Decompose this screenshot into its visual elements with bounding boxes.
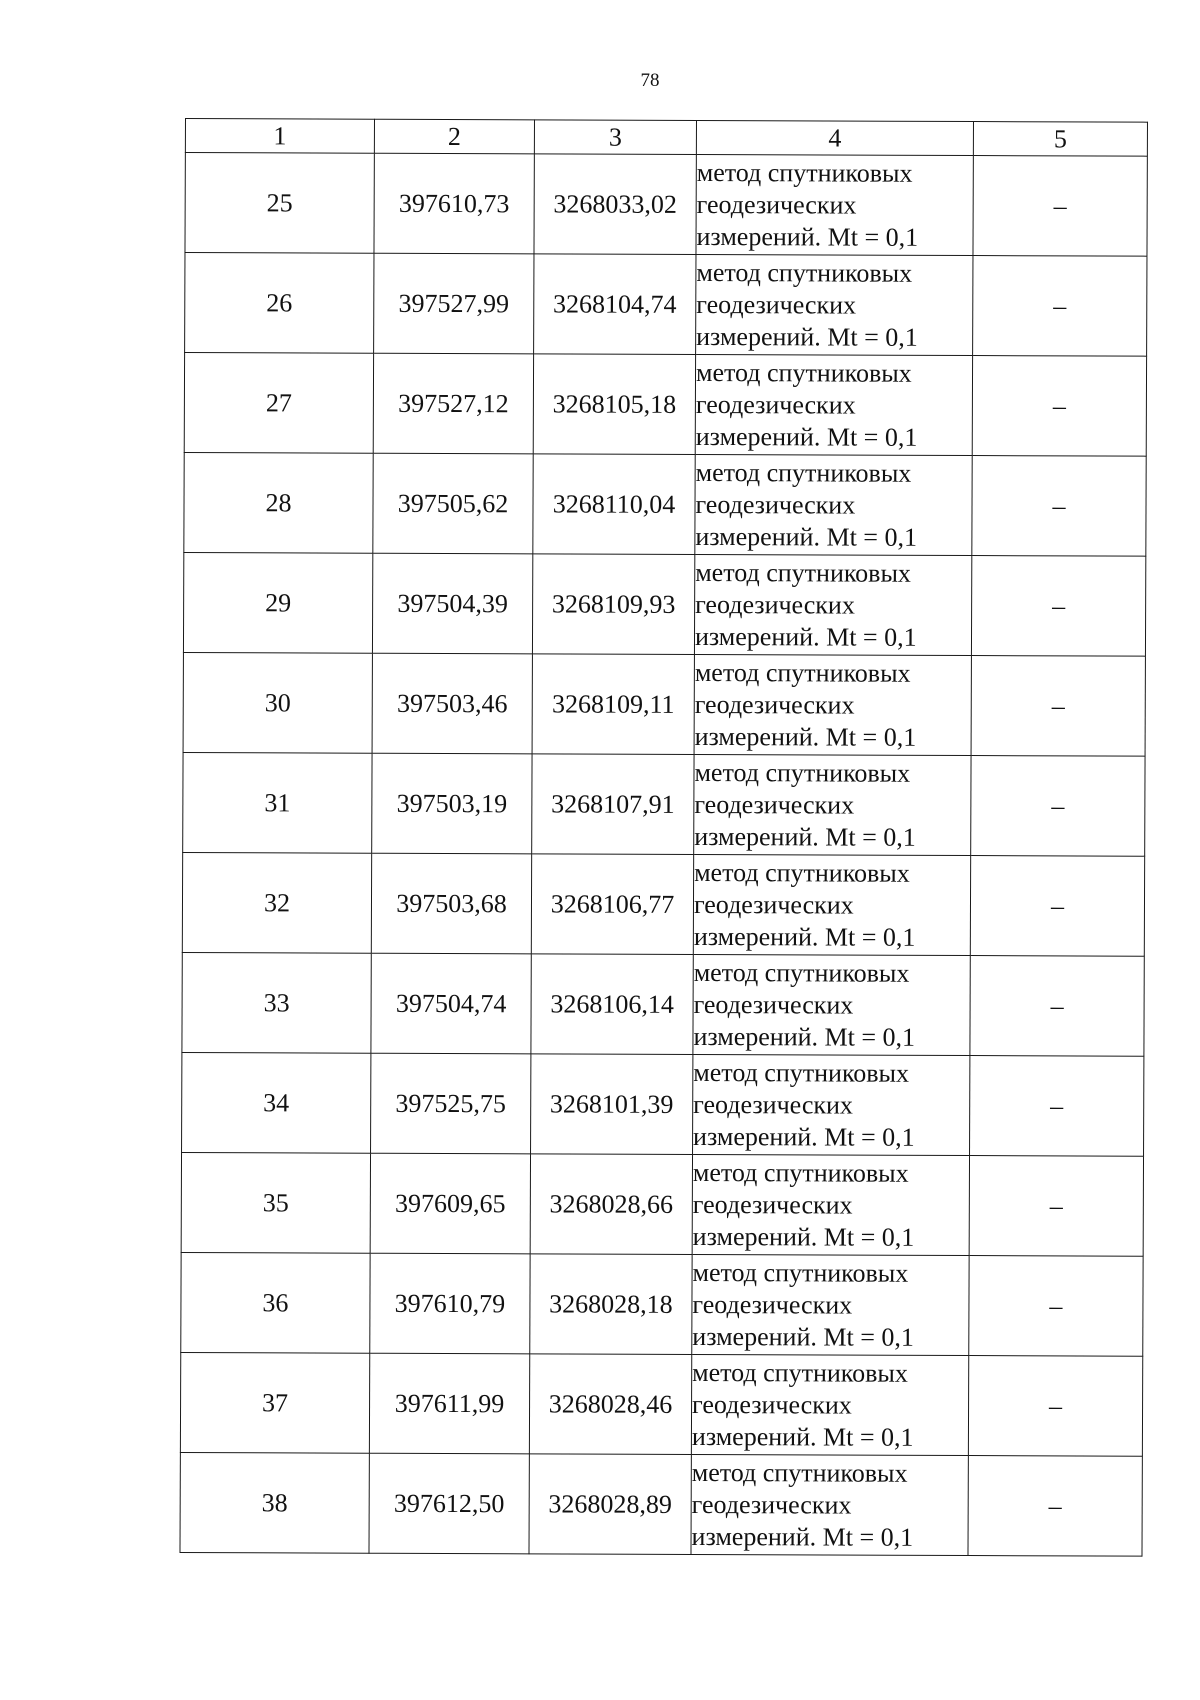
point-number-cell: 31 [183, 752, 372, 853]
method-cell [695, 454, 972, 555]
x-coordinate-cell: 397610,79 [370, 1253, 530, 1354]
point-number-cell: 29 [183, 552, 372, 653]
method-line: геодезических [695, 589, 855, 620]
note-cell: – [971, 656, 1145, 757]
method-line: геодезических [693, 1089, 854, 1120]
x-coordinate-cell: 397503,68 [371, 853, 531, 954]
note-cell: – [972, 456, 1146, 557]
note-cell: – [970, 1056, 1144, 1157]
table-row [183, 552, 1145, 656]
column-header-5: 5 [973, 122, 1147, 157]
method-line: геодезических [696, 189, 857, 220]
y-coordinate-cell: 3268109,11 [532, 654, 694, 755]
y-coordinate-cell: 3268106,14 [531, 954, 693, 1055]
note-cell: – [970, 856, 1144, 957]
point-number-cell: 25 [185, 153, 374, 254]
method-line: геодезических [692, 1389, 852, 1420]
note-cell: – [968, 1356, 1142, 1457]
point-number-cell: 27 [184, 353, 373, 454]
point-number-cell: 28 [184, 452, 373, 553]
method-line: метод спутниковых [694, 657, 911, 688]
method-line: измерений. Mt = 0,1 [691, 1421, 914, 1452]
column-header-4: 4 [696, 120, 973, 155]
method-cell [691, 1454, 968, 1555]
column-header-3: 3 [534, 120, 696, 155]
table-row [182, 1052, 1144, 1156]
y-coordinate-cell: 3268028,46 [529, 1354, 691, 1455]
note-cell: – [972, 356, 1146, 457]
method-line: геодезических [694, 689, 855, 720]
method-line: измерений. Mt = 0,1 [691, 1521, 914, 1552]
note-cell: – [973, 256, 1147, 357]
method-cell [692, 1254, 969, 1355]
point-number-cell: 26 [185, 253, 374, 354]
method-line: метод спутниковых [695, 557, 912, 588]
method-cell [691, 1354, 968, 1455]
table-row [185, 253, 1147, 357]
method-line: геодезических [692, 1289, 853, 1320]
method-line: метод спутниковых [693, 957, 910, 988]
point-number-cell: 30 [183, 652, 372, 753]
point-number-cell: 34 [182, 1052, 371, 1153]
method-line: геодезических [693, 889, 854, 920]
method-line: метод спутниковых [694, 857, 910, 888]
method-cell [693, 954, 970, 1055]
method-line: метод спутниковых [696, 157, 913, 188]
method-line: геодезических [695, 389, 856, 420]
note-cell: – [970, 956, 1144, 1057]
method-line: метод спутниковых [695, 457, 912, 488]
point-number-cell: 35 [181, 1152, 370, 1253]
note-cell: – [971, 556, 1145, 657]
table-row [181, 1152, 1143, 1256]
y-coordinate-cell: 3268101,39 [531, 1054, 693, 1155]
method-cell [696, 254, 973, 355]
method-cell [694, 554, 971, 655]
method-line: измерений. Mt = 0,1 [696, 221, 919, 252]
note-cell: – [969, 1256, 1143, 1357]
method-line: измерений. Mt = 0,1 [695, 421, 918, 452]
y-coordinate-cell: 3268105,18 [533, 354, 695, 455]
method-line: метод спутниковых [692, 1357, 908, 1388]
method-line: геодезических [693, 989, 854, 1020]
method-cell [693, 854, 970, 955]
y-coordinate-cell: 3268028,18 [530, 1254, 692, 1355]
x-coordinate-cell: 397504,39 [372, 553, 532, 654]
note-cell: – [973, 156, 1147, 257]
table-row [180, 1352, 1142, 1456]
table-row [180, 1452, 1142, 1556]
x-coordinate-cell: 397610,73 [374, 153, 534, 254]
y-coordinate-cell: 3268033,02 [534, 154, 696, 255]
table-row [182, 852, 1144, 956]
x-coordinate-cell: 397525,75 [371, 1053, 531, 1154]
note-cell: – [968, 1456, 1142, 1557]
method-cell [696, 154, 973, 255]
method-cell [695, 354, 972, 455]
method-line: метод спутниковых [691, 1457, 908, 1488]
method-line: геодезических [691, 1489, 852, 1520]
table-row [181, 1252, 1143, 1356]
y-coordinate-cell: 3268028,89 [529, 1454, 691, 1555]
method-line: измерений. Mt = 0,1 [696, 321, 918, 352]
method-line: геодезических [695, 489, 856, 520]
y-coordinate-cell: 3268104,74 [534, 254, 696, 355]
column-header-1: 1 [185, 119, 374, 154]
table-row [183, 652, 1145, 756]
point-number-cell: 37 [180, 1352, 369, 1453]
method-line: геодезических [692, 1189, 853, 1220]
table-row [184, 452, 1146, 556]
y-coordinate-cell: 3268110,04 [533, 454, 695, 555]
method-line: измерений. Mt = 0,1 [694, 821, 916, 852]
column-header-2: 2 [374, 119, 534, 154]
x-coordinate-cell: 397503,19 [372, 753, 532, 854]
x-coordinate-cell: 397505,62 [373, 453, 533, 554]
page-number: 78 [640, 70, 660, 91]
method-line: измерений. Mt = 0,1 [694, 721, 917, 752]
method-line: измерений. Mt = 0,1 [695, 521, 918, 552]
y-coordinate-cell: 3268028,66 [530, 1154, 692, 1255]
method-line: измерений. Mt = 0,1 [693, 921, 916, 952]
x-coordinate-cell: 397527,12 [373, 353, 533, 454]
method-line: метод спутниковых [692, 1257, 909, 1288]
note-cell: – [971, 756, 1145, 857]
x-coordinate-cell: 397504,74 [371, 953, 531, 1054]
method-line: метод спутниковых [696, 257, 913, 288]
method-line: измерений. Mt = 0,1 [692, 1321, 914, 1352]
y-coordinate-cell: 3268109,93 [532, 554, 694, 655]
method-cell [693, 1054, 970, 1155]
method-line: измерений. Mt = 0,1 [693, 1021, 916, 1052]
note-cell: – [969, 1156, 1143, 1257]
method-line: метод спутниковых [692, 1157, 909, 1188]
method-cell [694, 654, 971, 755]
x-coordinate-cell: 397611,99 [369, 1353, 529, 1454]
y-coordinate-cell: 3268107,91 [532, 754, 694, 855]
method-line: метод спутниковых [694, 757, 911, 788]
table-row [183, 752, 1145, 856]
y-coordinate-cell: 3268106,77 [531, 854, 693, 955]
method-line: метод спутниковых [693, 1057, 910, 1088]
table-row [184, 353, 1146, 457]
coordinates-table [179, 118, 1148, 1557]
method-line: метод спутниковых [695, 357, 912, 388]
point-number-cell: 38 [180, 1452, 369, 1553]
method-line: геодезических [694, 789, 855, 820]
x-coordinate-cell: 397503,46 [372, 653, 532, 754]
method-line: измерений. Mt = 0,1 [694, 621, 917, 652]
table-row [185, 153, 1147, 257]
x-coordinate-cell: 397609,65 [370, 1153, 530, 1254]
point-number-cell: 33 [182, 952, 371, 1053]
table-header-row [185, 119, 1147, 157]
method-line: измерений. Mt = 0,1 [692, 1221, 915, 1252]
x-coordinate-cell: 397527,99 [374, 253, 534, 354]
table-row [182, 952, 1144, 1056]
point-number-cell: 32 [182, 852, 371, 953]
method-cell [692, 1154, 969, 1255]
point-number-cell: 36 [181, 1252, 370, 1353]
table-body [180, 153, 1147, 1557]
method-line: измерений. Mt = 0,1 [693, 1121, 915, 1152]
x-coordinate-cell: 397612,50 [369, 1453, 529, 1554]
method-cell [694, 754, 971, 855]
method-line: геодезических [696, 289, 857, 320]
